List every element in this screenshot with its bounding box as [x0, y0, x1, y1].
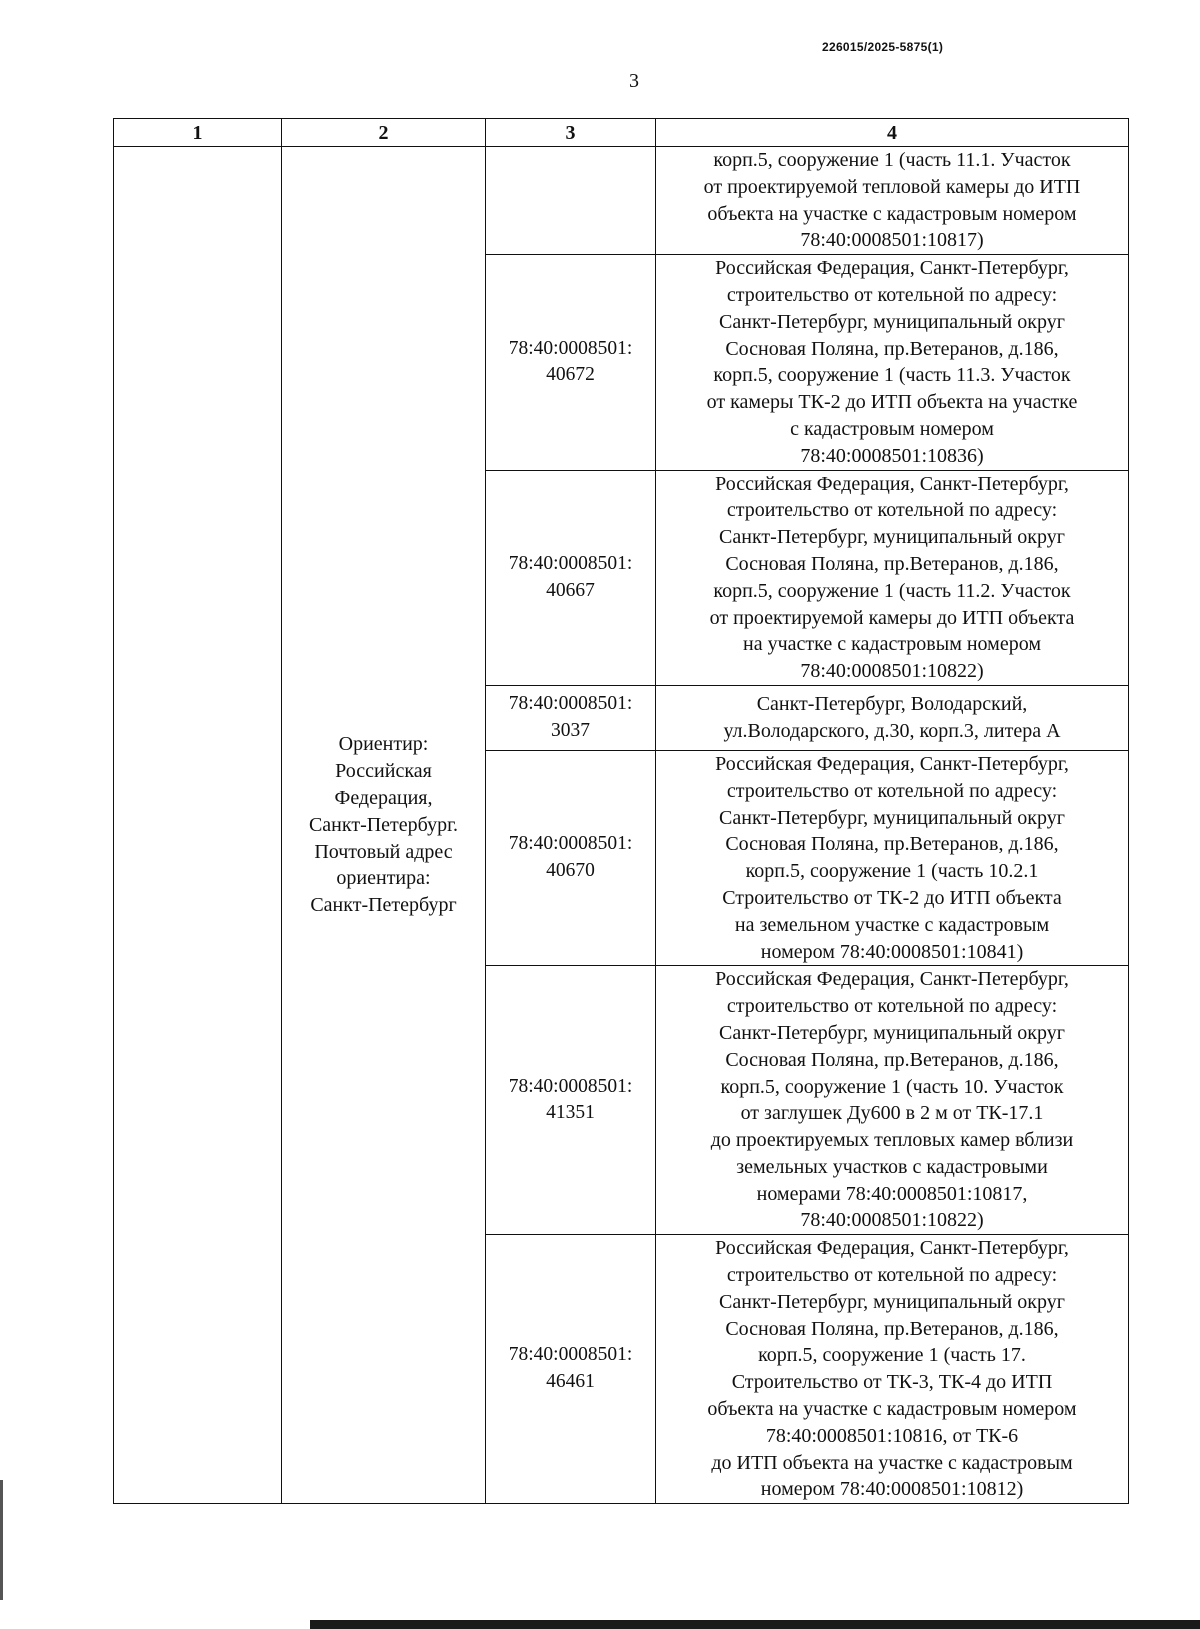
text-line: с кадастровым номером — [790, 417, 994, 440]
text-line: 78:40:0008501:10822) — [800, 660, 984, 683]
text-line: до ИТП объекта на участке с кадастровым — [711, 1451, 1073, 1474]
text-line: Ориентир: — [338, 733, 429, 756]
text-line: Почтовый адрес — [314, 840, 453, 863]
cell-landmark — [282, 147, 486, 1504]
cell-cadastral-number — [486, 685, 656, 750]
table-header-row — [114, 119, 1129, 147]
text-line: на участке с кадастровым номером — [743, 633, 1041, 656]
text-line: строительство от котельной по адресу: — [726, 1264, 1058, 1287]
text-line: 41351 — [546, 1102, 595, 1124]
text-line: Сосновая Поляна, пр.Ветеранов, д.186, — [725, 337, 1059, 360]
text-line: земельных участков с кадастровыми — [736, 1155, 1048, 1178]
cell-cadastral-number — [486, 966, 656, 1235]
text-line: Федерация, — [334, 786, 433, 809]
text-line: Санкт-Петербург, муниципальный округ — [719, 806, 1065, 829]
column-header-2: 2 — [282, 119, 486, 147]
text-line: корп.5, сооружение 1 (часть 10.2.1 — [745, 860, 1039, 883]
text-line: Сосновая Поляна, пр.Ветеранов, д.186, — [725, 1317, 1059, 1340]
text-line: Российская Федерация, Санкт-Петербург, — [715, 1237, 1069, 1260]
cell-address — [656, 685, 1129, 750]
column-header-1: 1 — [114, 119, 282, 147]
text-line: корп.5, сооружение 1 (часть 10. Участок — [720, 1075, 1064, 1098]
scan-bottom-bar — [310, 1620, 1200, 1629]
text-line: 78:40:0008501: — [508, 552, 633, 574]
text-line: Российская — [335, 760, 432, 783]
text-line: от заглушек Ду600 в 2 м от ТК-17.1 — [740, 1102, 1044, 1125]
text-line: Российская Федерация, Санкт-Петербург, — [715, 257, 1069, 280]
text-line: строительство от котельной по адресу: — [726, 995, 1058, 1018]
text-line: Санкт-Петербург — [310, 894, 457, 917]
cell-address — [656, 147, 1129, 255]
column-header-3: 3 — [486, 119, 656, 147]
table-row — [114, 147, 1129, 255]
text-line: Сосновая Поляна, пр.Ветеранов, д.186, — [725, 1048, 1059, 1071]
text-line: Сосновая Поляна, пр.Ветеранов, д.186, — [725, 833, 1059, 856]
text-line: объекта на участке с кадастровым номером — [707, 1398, 1077, 1421]
text-line: номером 78:40:0008501:10841) — [760, 940, 1024, 963]
text-line: ориентира: — [336, 867, 431, 890]
text-line: Санкт-Петербург, Володарский, — [756, 693, 1028, 716]
cell-address — [656, 966, 1129, 1235]
text-line: номерами 78:40:0008501:10817, — [756, 1182, 1028, 1205]
text-line: строительство от котельной по адресу: — [726, 499, 1058, 522]
text-line: 78:40:0008501: — [508, 337, 633, 359]
text-line: 78:40:0008501: — [508, 693, 633, 715]
text-line: Санкт-Петербург. — [308, 813, 459, 836]
text-line: 40672 — [546, 364, 595, 386]
text-line: корп.5, сооружение 1 (часть 11.2. Участок — [713, 579, 1071, 602]
text-line: корп.5, сооружение 1 (часть 11.1. Участок — [713, 149, 1071, 171]
text-line: 78:40:0008501:10836) — [800, 444, 984, 467]
text-line: строительство от котельной по адресу: — [726, 779, 1058, 802]
text-line: Российская Федерация, Санкт-Петербург, — [715, 752, 1069, 775]
text-line: 40670 — [546, 860, 595, 882]
text-line: 3037 — [551, 719, 590, 741]
text-line: корп.5, сооружение 1 (часть 17. — [758, 1344, 1026, 1367]
cell-address — [656, 255, 1129, 470]
text-line: 78:40:0008501:10816, от ТК-6 — [765, 1424, 1019, 1447]
registry-table — [113, 118, 1129, 1504]
text-line: Российская Федерация, Санкт-Петербург, — [715, 968, 1069, 991]
text-line: 78:40:0008501: — [508, 1075, 633, 1097]
page-number: 3 — [629, 70, 639, 92]
scan-edge-mark — [0, 1480, 3, 1600]
table-body — [114, 147, 1129, 1504]
cell-cadastral-number — [486, 470, 656, 685]
text-line: Санкт-Петербург, муниципальный округ — [719, 1290, 1065, 1313]
cell-cadastral-number — [486, 750, 656, 965]
text-line: Санкт-Петербург, муниципальный округ — [719, 1021, 1065, 1044]
cell-cadastral-number — [486, 147, 656, 255]
text-line: объекта на участке с кадастровым номером — [707, 202, 1077, 225]
text-line: ул.Володарского, д.30, корп.3, литера А — [723, 719, 1061, 742]
text-line: от камеры ТК-2 до ИТП объекта на участке — [706, 391, 1078, 414]
text-line: Сосновая Поляна, пр.Ветеранов, д.186, — [725, 552, 1059, 575]
cell-cadastral-number — [486, 1235, 656, 1504]
text-line: 78:40:0008501: — [508, 1344, 633, 1366]
cell-address — [656, 750, 1129, 965]
text-line: 78:40:0008501:10817) — [800, 229, 984, 252]
text-line: до проектируемых тепловых камер вблизи — [710, 1129, 1074, 1152]
text-line: Строительство от ТК-2 до ИТП объекта — [722, 886, 1062, 909]
text-line: Санкт-Петербург, муниципальный округ — [719, 310, 1065, 333]
text-line: Санкт-Петербург, муниципальный округ — [719, 526, 1065, 549]
text-line: Строительство от ТК-3, ТК-4 до ИТП — [731, 1371, 1053, 1394]
cell-cadastral-number — [486, 255, 656, 470]
text-line: строительство от котельной по адресу: — [726, 283, 1058, 306]
cell-address — [656, 1235, 1129, 1504]
column-header-4: 4 — [656, 119, 1129, 147]
document-reference: 226015/2025-5875(1) — [822, 40, 944, 54]
text-line: Российская Федерация, Санкт-Петербург, — [715, 472, 1069, 495]
cell-col1 — [114, 147, 282, 1504]
text-line: от проектируемой тепловой камеры до ИТП — [703, 175, 1081, 198]
text-line: от проектируемой камеры до ИТП объекта — [709, 606, 1075, 629]
text-line: 78:40:0008501:10822) — [800, 1209, 984, 1232]
text-line: номером 78:40:0008501:10812) — [760, 1478, 1024, 1501]
text-line: 40667 — [546, 579, 595, 601]
cell-address — [656, 470, 1129, 685]
text-line: 46461 — [546, 1371, 595, 1393]
text-line: 78:40:0008501: — [508, 833, 633, 855]
text-line: на земельном участке с кадастровым — [734, 913, 1050, 936]
text-line: корп.5, сооружение 1 (часть 11.3. Участок — [713, 364, 1071, 387]
